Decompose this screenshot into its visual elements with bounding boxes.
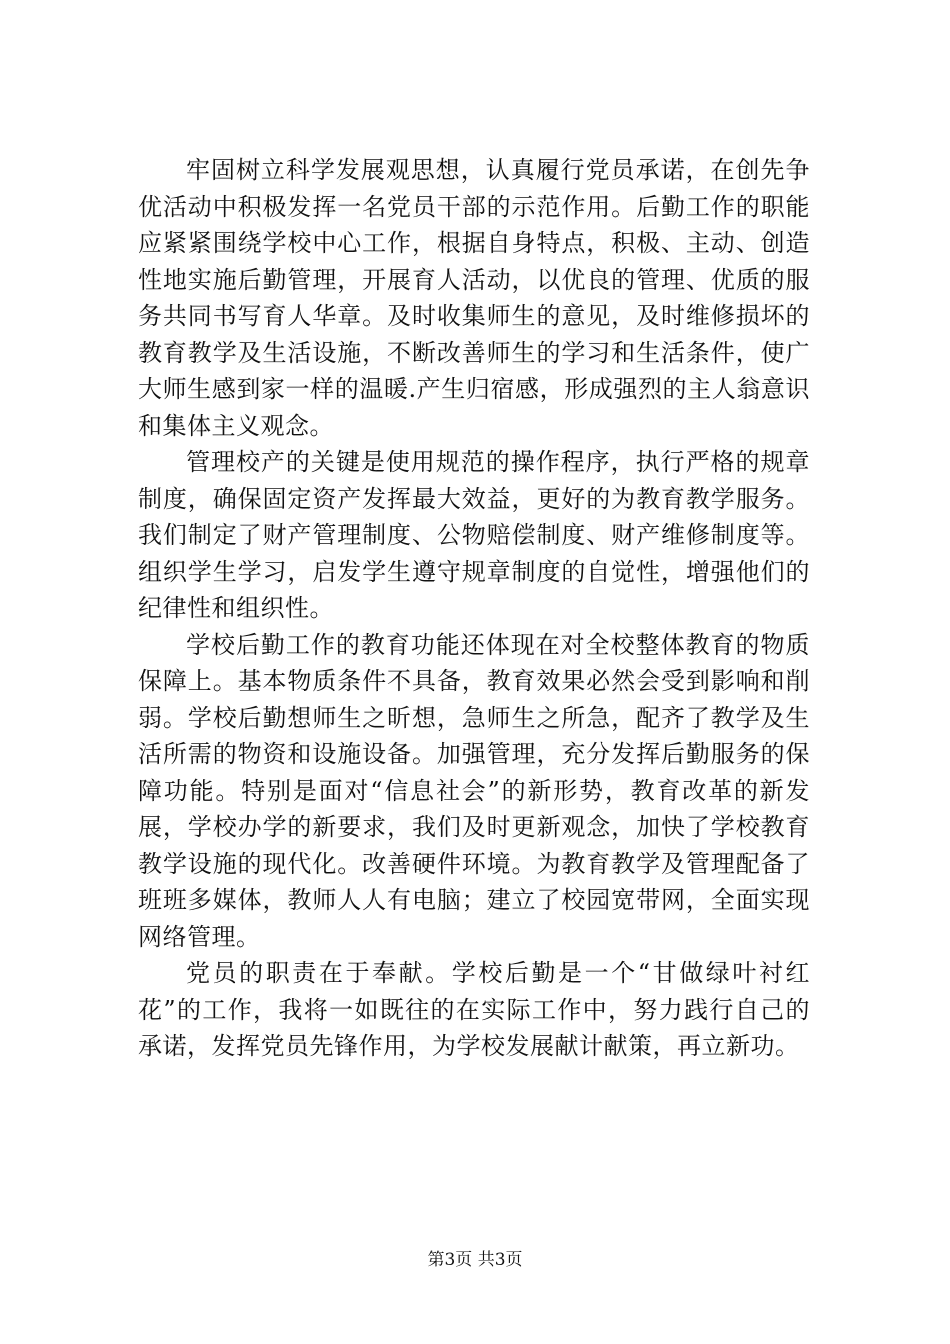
document-body [138, 152, 810, 1065]
paragraph-1: 牢固树立科学发展观思想，认真履行党员承诺，在创先争优活动中积极发挥一名党员干部的示范作用。后勤工作的职能应紧紧围绕学校中心工作，根据自身特点，积极、主动、创造性地实施后勤管理，开展育人活动，以优良的管理、优质的服务共同书写育人华章。及时收集师生的意见，及时维修损坏的教育教学及生活设施，不断改善师生的学习和生活条件，使广大师生感到家一样的温暖.产生归宿感，形成强烈的主人翁意识和集体主义观念。 [138, 156, 810, 440]
paragraph-2: 管理校产的关键是使用规范的操作程序，执行严格的规章制度，确保固定资产发挥最大效益，更好的为教育教学服务。我们制定了财产管理制度、公物赔偿制度、财产维修制度等。组织学生学习，启发学生遵守规章制度的自觉性，增强他们的纪律性和组织性。 [138, 448, 810, 622]
page-number-footer: 第3页 共3页 [427, 1250, 523, 1270]
paragraph-4: 党员的职责在于奉献。学校后勤是一个“甘做绿叶衬红花”的工作，我将一如既往的在实际工作中，努力践行自己的承诺，发挥党员先锋作用，为学校发展献计献策，再立新功。 [138, 959, 810, 1060]
paragraph-3: 学校后勤工作的教育功能还体现在对全校整体教育的物质保障上。基本物质条件不具备，教育效果必然会受到影响和削弱。学校后勤想师生之昕想，急师生之所急，配齐了教学及生活所需的物资和设施设备。加强管理，充分发挥后勤服务的保障功能。特别是面对“信息社会”的新形势，教育改革的新发展，学校办学的新要求，我们及时更新观念，加快了学校教育教学设施的现代化。改善硬件环境。为教育教学及管理配备了班班多媒体，教师人人有电脑；建立了校园宽带网，全面实现网络管理。 [138, 630, 810, 951]
